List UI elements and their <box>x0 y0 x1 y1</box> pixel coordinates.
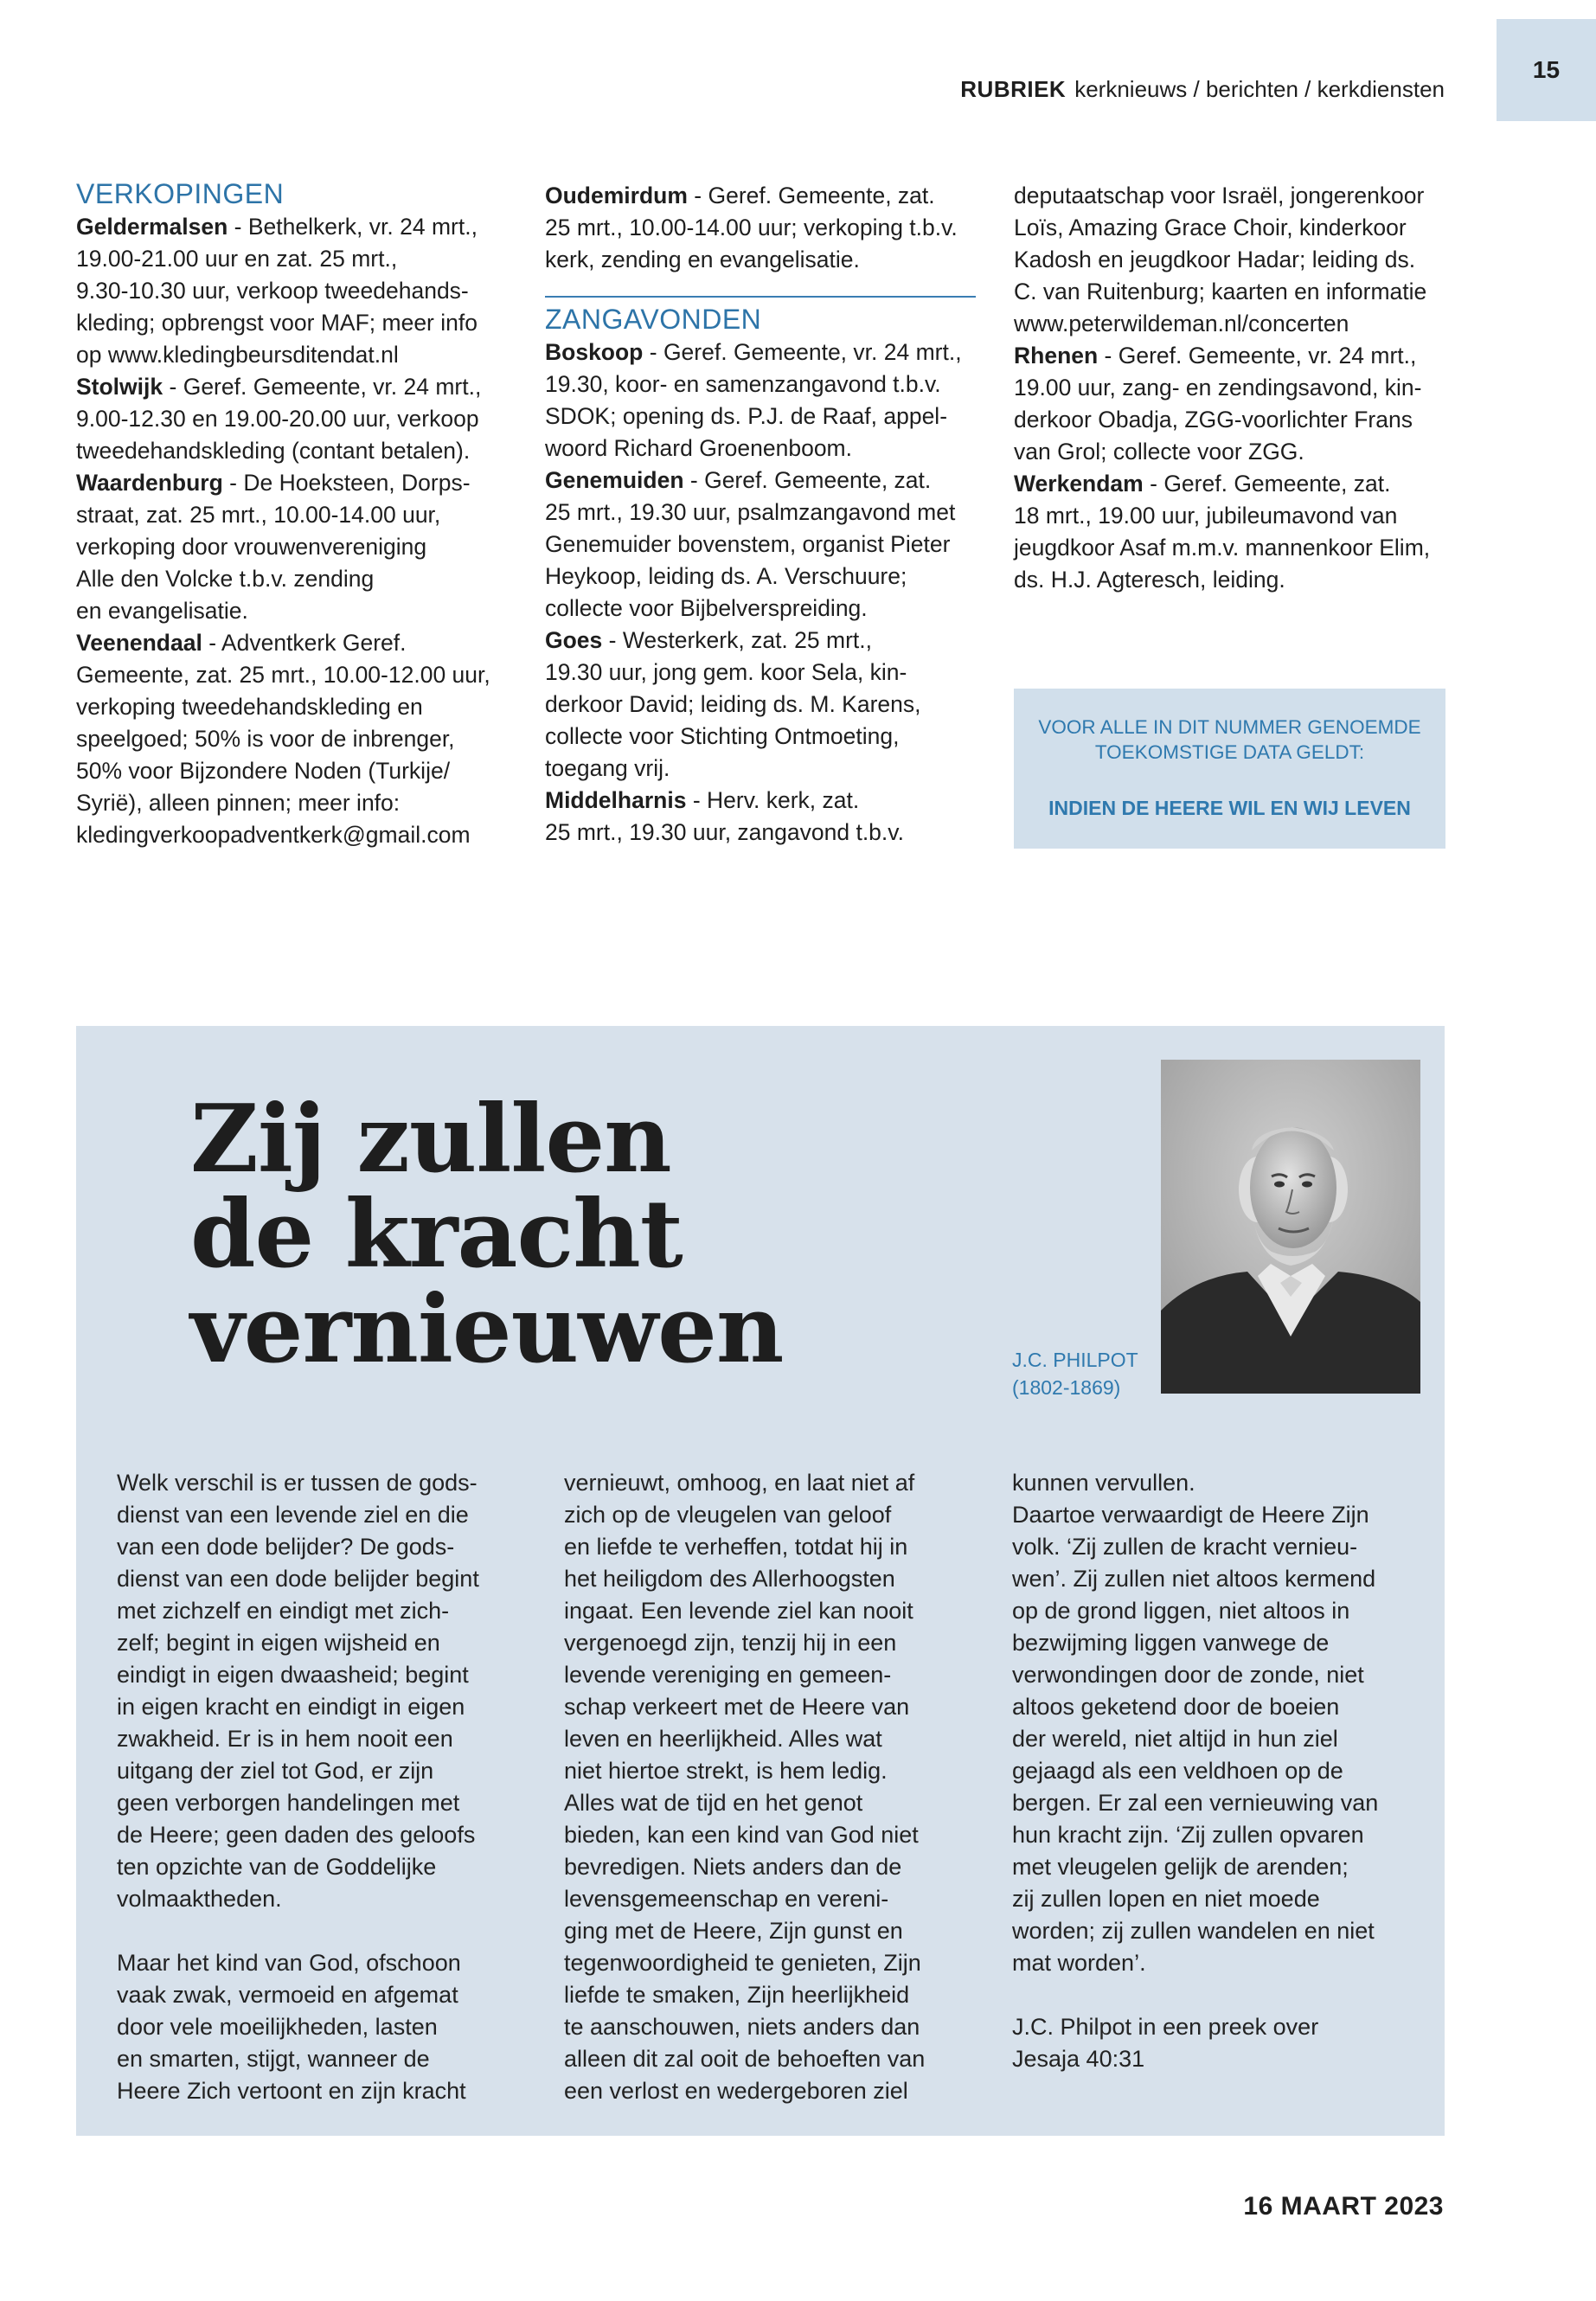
article-line: zij zullen lopen en niet moede <box>1012 1886 1320 1912</box>
verkoping-entry: Veenendaal - Adventkerk Geref. Gemeente, zat. 25 mrt., 10.00-12.00 uur, verkoping tweedehandskleding en speelgoed; 50% is voor de inbrenger, 50% voor Bijzondere Noden (Turkije/ Syrië), alleen pinnen; meer info: kledingverkoopadventkerk@gmail.com <box>76 630 490 848</box>
zangavonden-list <box>545 336 995 849</box>
portrait-photo <box>1161 1060 1420 1394</box>
article-line: leven en heerlijkheid. Alles wat <box>564 1726 882 1752</box>
zangavond-entry: Genemuiden - Geref. Gemeente, zat. 25 mrt., 19.30 uur, psalmzangavond met Genemuider bovenstem, organist Pieter Heykoop, leiding ds. A. Verschuure; collecte voor Bijbelverspreiding. <box>545 467 956 621</box>
zangavond-entry-line: SDOK; opening ds. P.J. de Raaf, appel- <box>545 403 948 429</box>
verkoping-entry-line: Gemeente, zat. 25 mrt., 10.00-12.00 uur, <box>76 662 490 688</box>
title-line-3: vernieuwen <box>190 1275 784 1384</box>
article-line: kunnen vervullen. <box>1012 1470 1195 1496</box>
zangavond-entry-line: 19.30 uur, jong gem. koor Sela, kin- <box>545 659 907 685</box>
article-line: Maar het kind van God, ofschoon <box>117 1950 461 1976</box>
article-line: met vleugelen gelijk de arenden; <box>1012 1854 1349 1880</box>
oudemirdum-line: Geref. Gemeente, zat. <box>708 183 935 208</box>
verkoping-entry-place: Geldermalsen <box>76 214 228 240</box>
zangavond-entry: Werkendam - Geref. Gemeente, zat. 18 mrt., 19.00 uur, jubileumavond van jeugdkoor Asaf m.m.v. mannenkoor Elim, ds. H.J. Agteresch, leiding. <box>1014 471 1431 593</box>
article-line: een verlost en wedergeboren ziel <box>564 2078 908 2104</box>
article-line: vernieuwt, omhoog, en laat niet af <box>564 1470 915 1496</box>
zangavond-entry: Middelharnis - Herv. kerk, zat. 25 mrt., 19.30 uur, zangavond t.b.v. <box>545 787 904 845</box>
zangavond-entry-place: Middelharnis <box>545 787 687 813</box>
article-line: en liefde te verheffen, totdat hij in <box>564 1534 908 1560</box>
zangavond-entry-line: toegang vrij. <box>545 755 670 781</box>
article-line: bergen. Er zal een vernieuwing van <box>1012 1790 1379 1816</box>
zangavond-entry-place: Werkendam <box>1014 471 1144 497</box>
article-line: Jesaja 40:31 <box>1012 2046 1145 2072</box>
zangavond-entry-line: Geref. Gemeente, zat. <box>1163 471 1391 497</box>
zangavond-entry: Boskoop - Geref. Gemeente, vr. 24 mrt., 19.30, koor- en samenzangavond t.b.v. SDOK; opening ds. P.J. de Raaf, appel- woord Richard Groenenboom. <box>545 339 962 461</box>
continued-entry <box>1014 180 1464 340</box>
zangavond-entry-line: van Grol; collecte voor ZGG. <box>1014 439 1304 465</box>
article-line: schap verkeert met de Heere van <box>564 1694 910 1720</box>
article-line: geen verborgen handelingen met <box>117 1790 460 1816</box>
caption-name: J.C. PHILPOT <box>1012 1349 1138 1371</box>
portrait-illustration <box>1161 1060 1420 1394</box>
zangavond-entry-line: derkoor David; leiding ds. M. Karens, <box>545 691 921 717</box>
article-line: levende vereniging en gemeen- <box>564 1662 892 1688</box>
verkoping-entry-place: Waardenburg <box>76 470 223 496</box>
article-line: zelf; begint in eigen wijsheid en <box>117 1630 440 1656</box>
oudemirdum-line: 25 mrt., 10.00-14.00 uur; verkoping t.b.v. <box>545 215 958 240</box>
verkoping-entry-line: kleding; opbrengst voor MAF; meer info <box>76 310 478 336</box>
verkoping-entry-line: Syrië), alleen pinnen; meer info: <box>76 790 401 816</box>
verkoping-entry-line: straat, zat. 25 mrt., 10.00-14.00 uur, <box>76 502 441 528</box>
article-line: de Heere; geen daden des geloofs <box>117 1822 476 1848</box>
article-line: van een dode belijder? De gods- <box>117 1534 455 1560</box>
article-line: tegenwoordigheid te genieten, Zijn <box>564 1950 921 1976</box>
zangavond-entry-line: jeugdkoor Asaf m.m.v. mannenkoor Elim, <box>1014 535 1431 561</box>
article-line: ingaat. Een levende ziel kan nooit <box>564 1598 913 1624</box>
zangavond-entry-line: derkoor Obadja, ZGG-voorlichter Frans <box>1014 407 1413 433</box>
article-line: uitgang der ziel tot God, er zijn <box>117 1758 434 1784</box>
article-line: levensgemeenschap en vereni- <box>564 1886 889 1912</box>
zangavond-entry-line: 25 mrt., 19.30 uur, psalmzangavond met <box>545 499 956 525</box>
rubriek-subtitle: kerknieuws / berichten / kerkdiensten <box>1074 76 1445 102</box>
zangavond-entry-line: collecte voor Bijbelverspreiding. <box>545 595 868 621</box>
article-line: in eigen kracht en eindigt in eigen <box>117 1694 465 1720</box>
article-line: bieden, kan een kind van God niet <box>564 1822 919 1848</box>
verkoping-entry: Waardenburg - De Hoeksteen, Dorps- straat, zat. 25 mrt., 10.00-14.00 uur, verkoping door vrouwenvereniging Alle den Volcke t.b.v. zending en evangelisatie. <box>76 470 471 624</box>
continued-line: Kadosh en jeugdkoor Hadar; leiding ds. <box>1014 247 1416 272</box>
article-line: het heiligdom des Allerhoogsten <box>564 1566 895 1592</box>
article-line: Daartoe verwaardigt de Heere Zijn <box>1012 1502 1369 1528</box>
oudemirdum: Oudemirdum - Geref. Gemeente, zat. 25 mrt., 10.00-14.00 uur; verkoping t.b.v. kerk, zending en evangelisatie. <box>545 183 958 272</box>
zangavond-entry-line: 25 mrt., 19.30 uur, zangavond t.b.v. <box>545 819 904 845</box>
page-number: 15 <box>1497 19 1596 121</box>
article-line: volmaaktheden. <box>117 1886 282 1912</box>
verkoping-entry-place: Stolwijk <box>76 374 163 400</box>
page-header <box>960 76 1445 103</box>
zangavond-entry-place: Genemuiden <box>545 467 684 493</box>
article-paragraph <box>564 1467 997 2107</box>
notice-line-1: VOOR ALLE IN DIT NUMMER GENOEMDE <box>1038 716 1421 738</box>
oudemirdum-line: kerk, zending en evangelisatie. <box>545 247 860 272</box>
article-line: door vele moeilijkheden, lasten <box>117 2014 438 2040</box>
verkoping-entry-line: Alle den Volcke t.b.v. zending <box>76 566 375 592</box>
article-line: met zichzelf en eindigt met zich- <box>117 1598 450 1624</box>
verkoping-entry-line: tweedehandskleding (contant betalen). <box>76 438 471 464</box>
zangavond-entry-line: woord Richard Groenenboom. <box>545 435 852 461</box>
article-line: der wereld, niet altijd in hun ziel <box>1012 1726 1338 1752</box>
zangavond-entry-line: Geref. Gemeente, vr. 24 mrt., <box>663 339 962 365</box>
article-line: wen’. Zij zullen niet altoos kermend <box>1012 1566 1376 1592</box>
article-column-2 <box>564 1467 997 2107</box>
zangavond-entry-line: Herv. kerk, zat. <box>707 787 860 813</box>
article-line: te aanschouwen, niets anders dan <box>564 2014 920 2040</box>
article-line: verwondingen door de zonde, niet <box>1012 1662 1364 1688</box>
verkoping-entry-line: verkoping tweedehandskleding en <box>76 694 423 720</box>
title-line-2: de kracht <box>190 1180 683 1289</box>
zangavond-entry-line: Geref. Gemeente, vr. 24 mrt., <box>1118 343 1417 369</box>
zangavond-entry-line: collecte voor Stichting Ontmoeting, <box>545 723 900 749</box>
article-line: liefde te smaken, Zijn heerlijkheid <box>564 1982 910 2008</box>
article-line: zich op de vleugelen van geloof <box>564 1502 892 1528</box>
footer-date: 16 MAART 2023 <box>1243 2192 1444 2221</box>
notice-line-2: TOEKOMSTIGE DATA GELDT: <box>1094 741 1365 763</box>
middle-column <box>545 180 995 849</box>
section-divider <box>545 296 976 298</box>
right-column <box>1014 180 1464 596</box>
zangavond-entry-line: Westerkerk, zat. 25 mrt., <box>622 627 872 653</box>
verkoping-entry-line: verkoping door vrouwenvereniging <box>76 534 427 560</box>
verkoping-entry-line: speelgoed; 50% is voor de inbrenger, <box>76 726 455 752</box>
verkopingen-heading: VERKOPINGEN <box>76 178 285 209</box>
article-line: Alles wat de tijd en het genot <box>564 1790 863 1816</box>
article-title <box>190 1085 784 1384</box>
article-line: niet hiertoe strekt, is hem ledig. <box>564 1758 888 1784</box>
verkoping-entry-line: 9.30-10.30 uur, verkoop tweedehands- <box>76 278 469 304</box>
article-line: worden; zij zullen wandelen en niet <box>1012 1918 1375 1944</box>
article-line: hun kracht zijn. ‘Zij zullen opvaren <box>1012 1822 1364 1848</box>
notice-emphasis: INDIEN DE HEERE WIL EN WIJ LEVEN <box>1048 797 1411 819</box>
article-line: alleen dit zal ooit de behoeften van <box>564 2046 926 2072</box>
verkoping-entry-line: 50% voor Bijzondere Noden (Turkije/ <box>76 758 451 784</box>
article-line: en smarten, stijgt, wanneer de <box>117 2046 430 2072</box>
article-line: mat worden’. <box>1012 1950 1146 1976</box>
verkoping-entry: Geldermalsen - Bethelkerk, vr. 24 mrt., 19.00-21.00 uur en zat. 25 mrt., 9.30-10.30 uur, verkoop tweedehands- kleding; opbrengst voor MAF; meer info op www.kledingbeursditendat.nl <box>76 214 478 368</box>
verkoping-entry-line: De Hoeksteen, Dorps- <box>243 470 471 496</box>
article-line: zwakheid. Er is in hem nooit een <box>117 1726 453 1752</box>
article-line: Heere Zich vertoont en zijn kracht <box>117 2078 466 2104</box>
notice-box <box>1014 689 1445 849</box>
continued-line: www.peterwildeman.nl/concerten <box>1014 311 1349 336</box>
zangavond-entry-line: ds. H.J. Agteresch, leiding. <box>1014 567 1285 593</box>
verkoping-entry-place: Veenendaal <box>76 630 202 656</box>
article-line: J.C. Philpot in een preek over <box>1012 2014 1319 2040</box>
zangavond-entry-line: 18 mrt., 19.00 uur, jubileumavond van <box>1014 503 1398 529</box>
verkopingen-column <box>76 176 543 851</box>
verkoping-entry-line: op www.kledingbeursditendat.nl <box>76 342 399 368</box>
zangavond-entry-line: 19.00 uur, zang- en zendingsavond, kin- <box>1014 375 1422 401</box>
title-line-1: Zij zullen <box>190 1085 671 1194</box>
article-line: volk. ‘Zij zullen de kracht vernieu- <box>1012 1534 1358 1560</box>
article-line: altoos geketend door de boeien <box>1012 1694 1340 1720</box>
article-line: Welk verschil is er tussen de gods- <box>117 1470 478 1496</box>
zangavond-entry-place: Goes <box>545 627 603 653</box>
article-line: op de grond liggen, niet altoos in <box>1012 1598 1350 1624</box>
verkoping-entry-line: Bethelkerk, vr. 24 mrt., <box>247 214 478 240</box>
article-paragraph <box>1012 1467 1436 1979</box>
article-line: vergenoegd zijn, tenzij hij in een <box>564 1630 897 1656</box>
continued-line: C. van Ruitenburg; kaarten en informatie <box>1014 279 1427 304</box>
article-column-3 <box>1012 1467 1436 2075</box>
verkoping-entry-line: 9.00-12.30 en 19.00-20.00 uur, verkoop <box>76 406 479 432</box>
article-line: bevredigen. Niets anders dan de <box>564 1854 902 1880</box>
right-column-list <box>1014 340 1464 596</box>
zangavond-entry: Rhenen - Geref. Gemeente, vr. 24 mrt., 19.00 uur, zang- en zendingsavond, kin- derkoor Obadja, ZGG-voorlichter Frans van Grol; collecte voor ZGG. <box>1014 343 1422 465</box>
zangavond-entry-place: Boskoop <box>545 339 644 365</box>
article-paragraph <box>117 1467 541 1915</box>
article-paragraph <box>117 1947 541 2107</box>
zangavond-entry-line: Genemuider bovenstem, organist Pieter <box>545 531 951 557</box>
article-paragraph <box>1012 2011 1436 2075</box>
article-line: bezwijming liggen vanwege de <box>1012 1630 1330 1656</box>
zangavond-entry: Goes - Westerkerk, zat. 25 mrt., 19.30 uur, jong gem. koor Sela, kin- derkoor David; leiding ds. M. Karens, collecte voor Stichting Ontmoeting, toegang vrij. <box>545 627 921 781</box>
article-line: dienst van een dode belijder begint <box>117 1566 479 1592</box>
article-line: gejaagd als een veldhoen op de <box>1012 1758 1343 1784</box>
verkoping-entry-line: en evangelisatie. <box>76 598 248 624</box>
verkoping-entry: Stolwijk - Geref. Gemeente, vr. 24 mrt., 9.00-12.30 en 19.00-20.00 uur, verkoop tweedehandskleding (contant betalen). <box>76 374 482 464</box>
rubriek-label: RUBRIEK <box>960 76 1067 102</box>
zangavond-entry-line: Geref. Gemeente, zat. <box>704 467 932 493</box>
verkoping-entry-line: Adventkerk Geref. <box>221 630 407 656</box>
oudemirdum-place: Oudemirdum <box>545 183 688 208</box>
zangavond-entry-place: Rhenen <box>1014 343 1099 369</box>
verkoping-entry-line: Geref. Gemeente, vr. 24 mrt., <box>183 374 482 400</box>
verkoping-entry-line: kledingverkoopadventkerk@gmail.com <box>76 822 471 848</box>
zangavond-entry-line: 19.30, koor- en samenzangavond t.b.v. <box>545 371 941 397</box>
article-line: eindigt in eigen dwaasheid; begint <box>117 1662 469 1688</box>
zangavonden-heading: ZANGAVONDEN <box>545 304 762 335</box>
oudemirdum-entry <box>545 180 995 276</box>
photo-caption <box>1012 1346 1138 1401</box>
zangavond-entry-line: Heykoop, leiding ds. A. Verschuure; <box>545 563 907 589</box>
article-line: vaak zwak, vermoeid en afgemat <box>117 1982 458 2008</box>
continued-line: Loïs, Amazing Grace Choir, kinderkoor <box>1014 215 1407 240</box>
caption-years: (1802-1869) <box>1012 1376 1121 1399</box>
article-line: ten opzichte van de Goddelijke <box>117 1854 437 1880</box>
verkoping-entry-line: 19.00-21.00 uur en zat. 25 mrt., <box>76 246 398 272</box>
article-column-1 <box>117 1467 541 2107</box>
verkopingen-list <box>76 211 543 851</box>
continued-line: deputaatschap voor Israël, jongerenkoor <box>1014 183 1425 208</box>
article-line: ging met de Heere, Zijn gunst en <box>564 1918 903 1944</box>
article-line: dienst van een levende ziel en die <box>117 1502 469 1528</box>
